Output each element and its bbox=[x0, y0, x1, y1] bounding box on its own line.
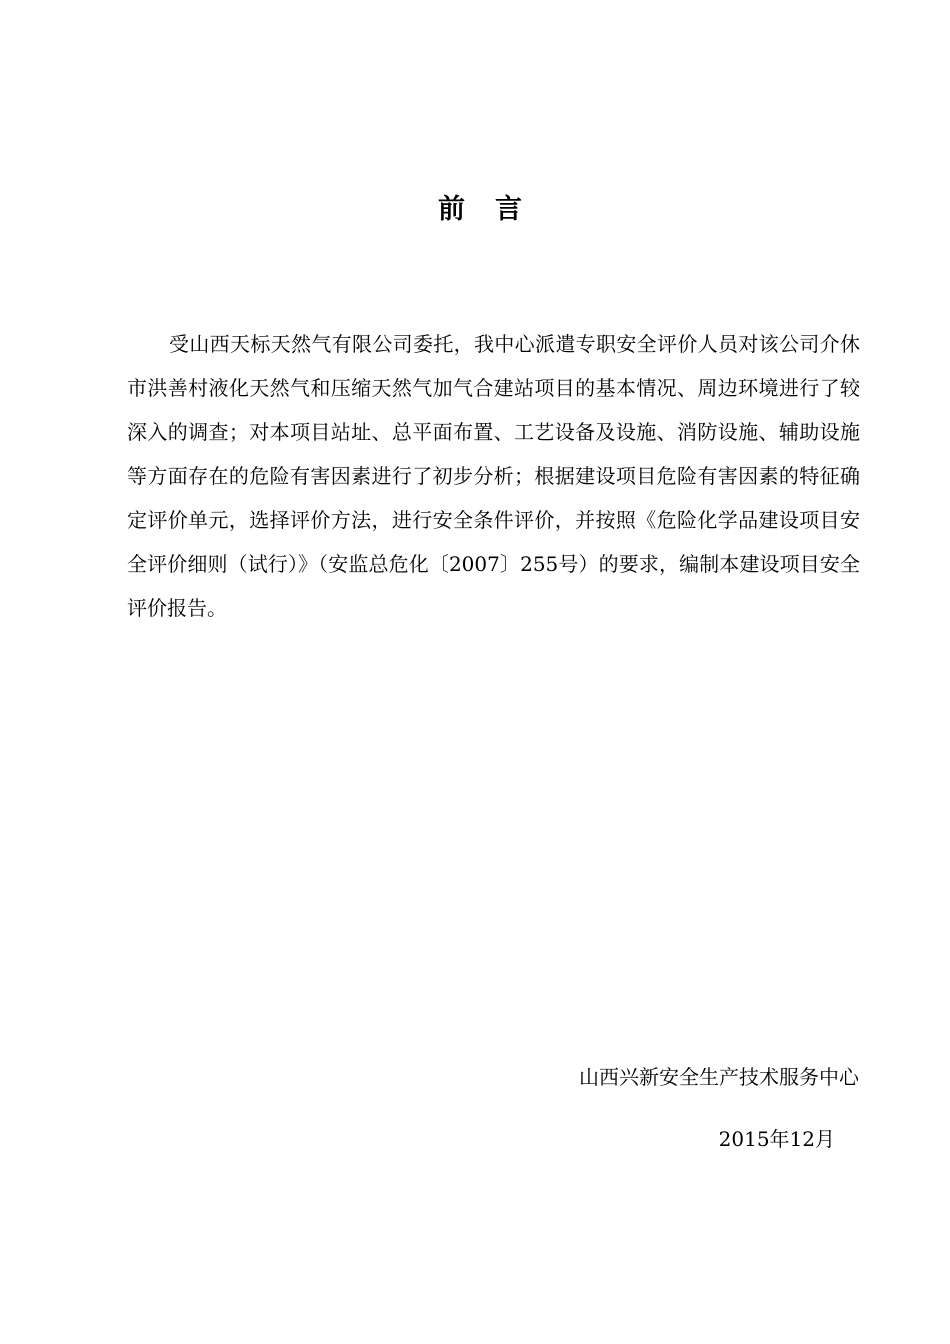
preface-paragraph: 受山西天标天然气有限公司委托，我中心派遣专职安全评价人员对该公司介休市洪善村液化天然气和压缩天然气加气合建站项目的基本情况、周边环境进行了较深入的调查；对本项目站址、总平面布置、工艺设备及设施、消防设施、辅助设施等方面存在的危险有害因素进行了初步分析；根据建设项目危险有害因素的特征确定评价单元，选择评价方法，进行安全条件评价，并按照《危险化学品建设项目安全评价细则（试行）》（安监总危化〔2007〕255号）的要求，编制本建设项目安全评价报告。 bbox=[127, 332, 860, 620]
issue-date: 2015年12月 bbox=[718, 1127, 835, 1151]
document-title: 前言 bbox=[438, 194, 552, 225]
issuing-organization: 山西兴新安全生产技术服务中心 bbox=[579, 1065, 859, 1089]
